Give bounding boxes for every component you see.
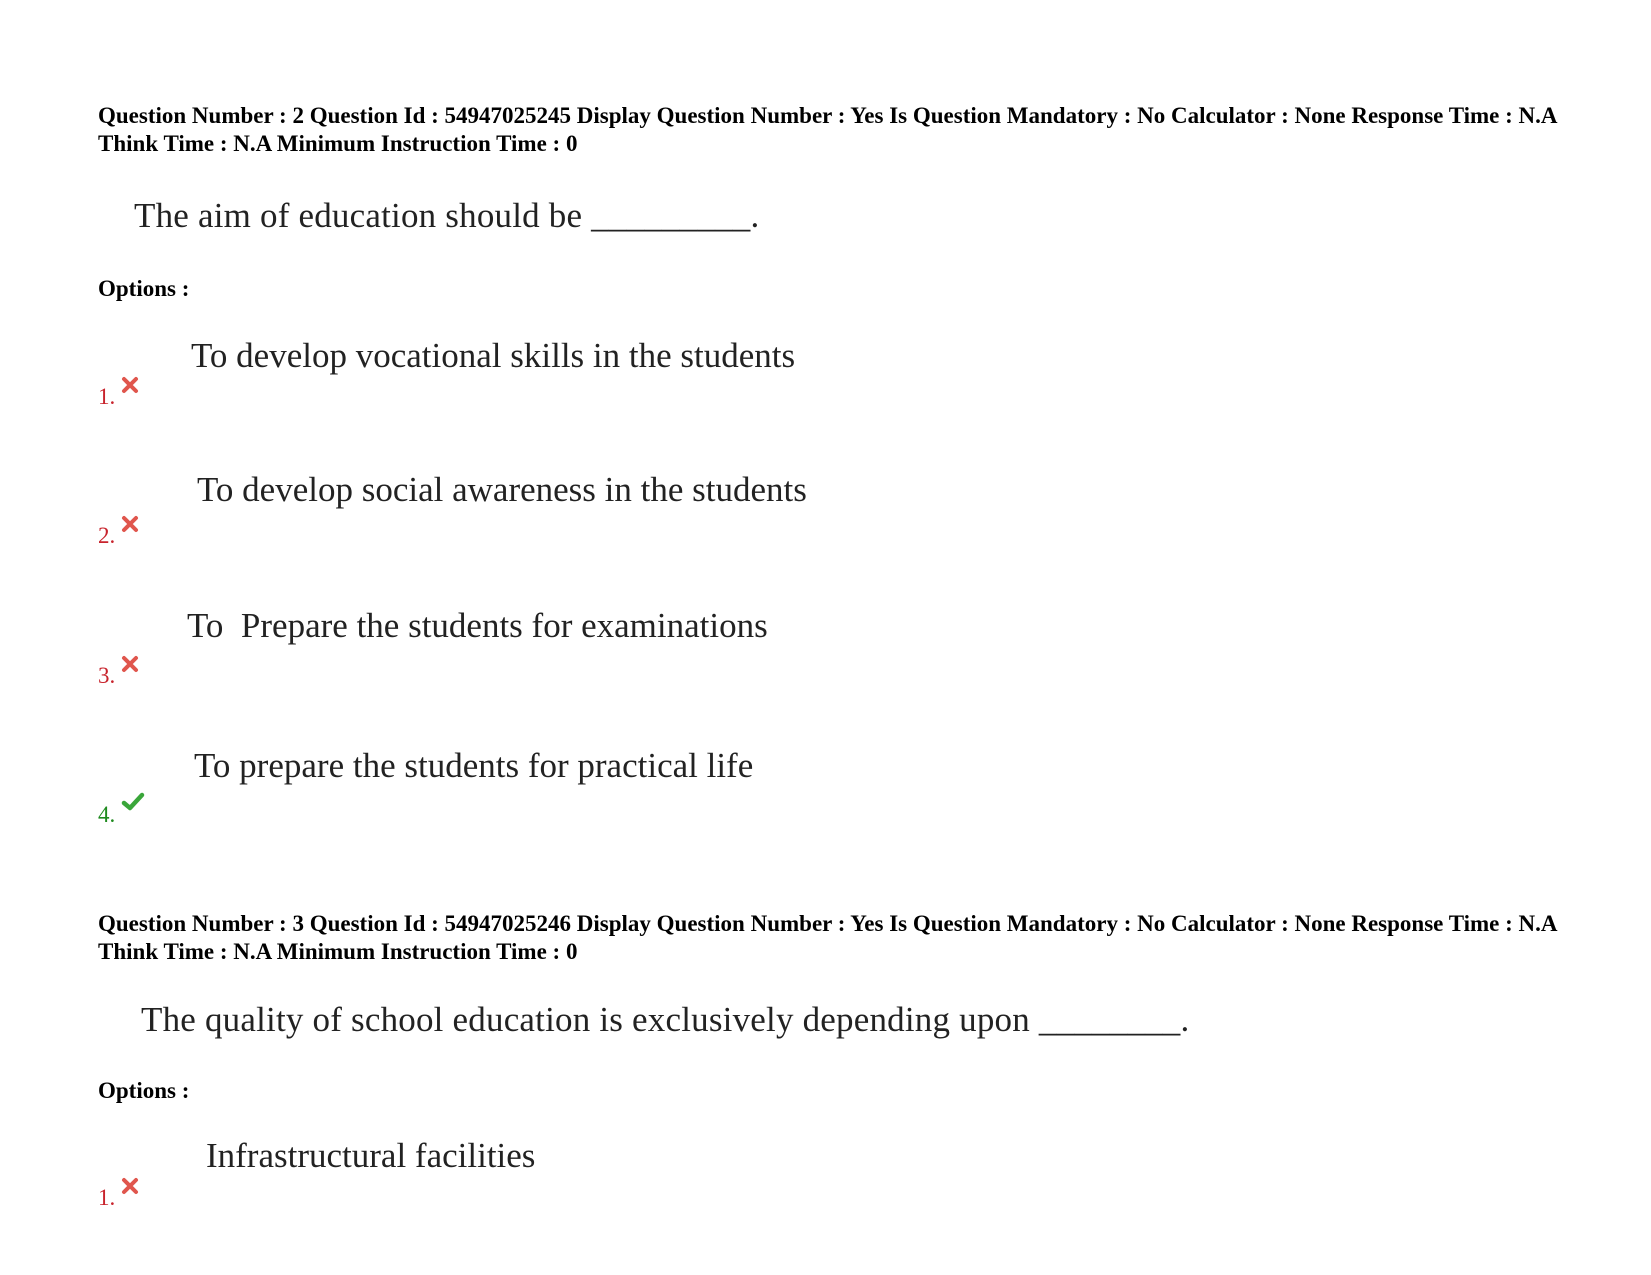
option-text: To develop social awareness in the students [197, 470, 807, 509]
question-text: The aim of education should be _________. [134, 196, 760, 235]
question-meta: Question Number : 2 Question Id : 54947025245 Display Question Number : Yes Is Question Mandatory : No Calculator : None Response Time : N.A Think Time : N.A Minimum Instruction Time : 0 [98, 103, 1557, 156]
option-number: 1. [98, 384, 139, 410]
option-number: 2. [98, 523, 139, 549]
option-text: To develop vocational skills in the students [191, 336, 796, 375]
option-text: To prepare the students for practical life [194, 746, 754, 785]
options-label: Options : [98, 1078, 190, 1103]
cross-icon [121, 374, 139, 400]
question-text: The quality of school education is exclusively depending upon ________. [141, 1000, 1190, 1039]
options-label: Options : [98, 276, 190, 301]
question-meta: Question Number : 3 Question Id : 54947025246 Display Question Number : Yes Is Question Mandatory : No Calculator : None Response Time : N.A Think Time : N.A Minimum Instruction Time : 0 [98, 911, 1557, 964]
cross-icon [121, 1175, 139, 1201]
option-number: 4. [98, 802, 145, 828]
check-icon [121, 792, 145, 818]
option-text: Infrastructural facilities [206, 1136, 536, 1175]
cross-icon [121, 653, 139, 679]
option-number: 1. [98, 1185, 139, 1211]
cross-icon [121, 513, 139, 539]
option-number: 3. [98, 663, 139, 689]
option-text: To Prepare the students for examinations [187, 606, 768, 645]
